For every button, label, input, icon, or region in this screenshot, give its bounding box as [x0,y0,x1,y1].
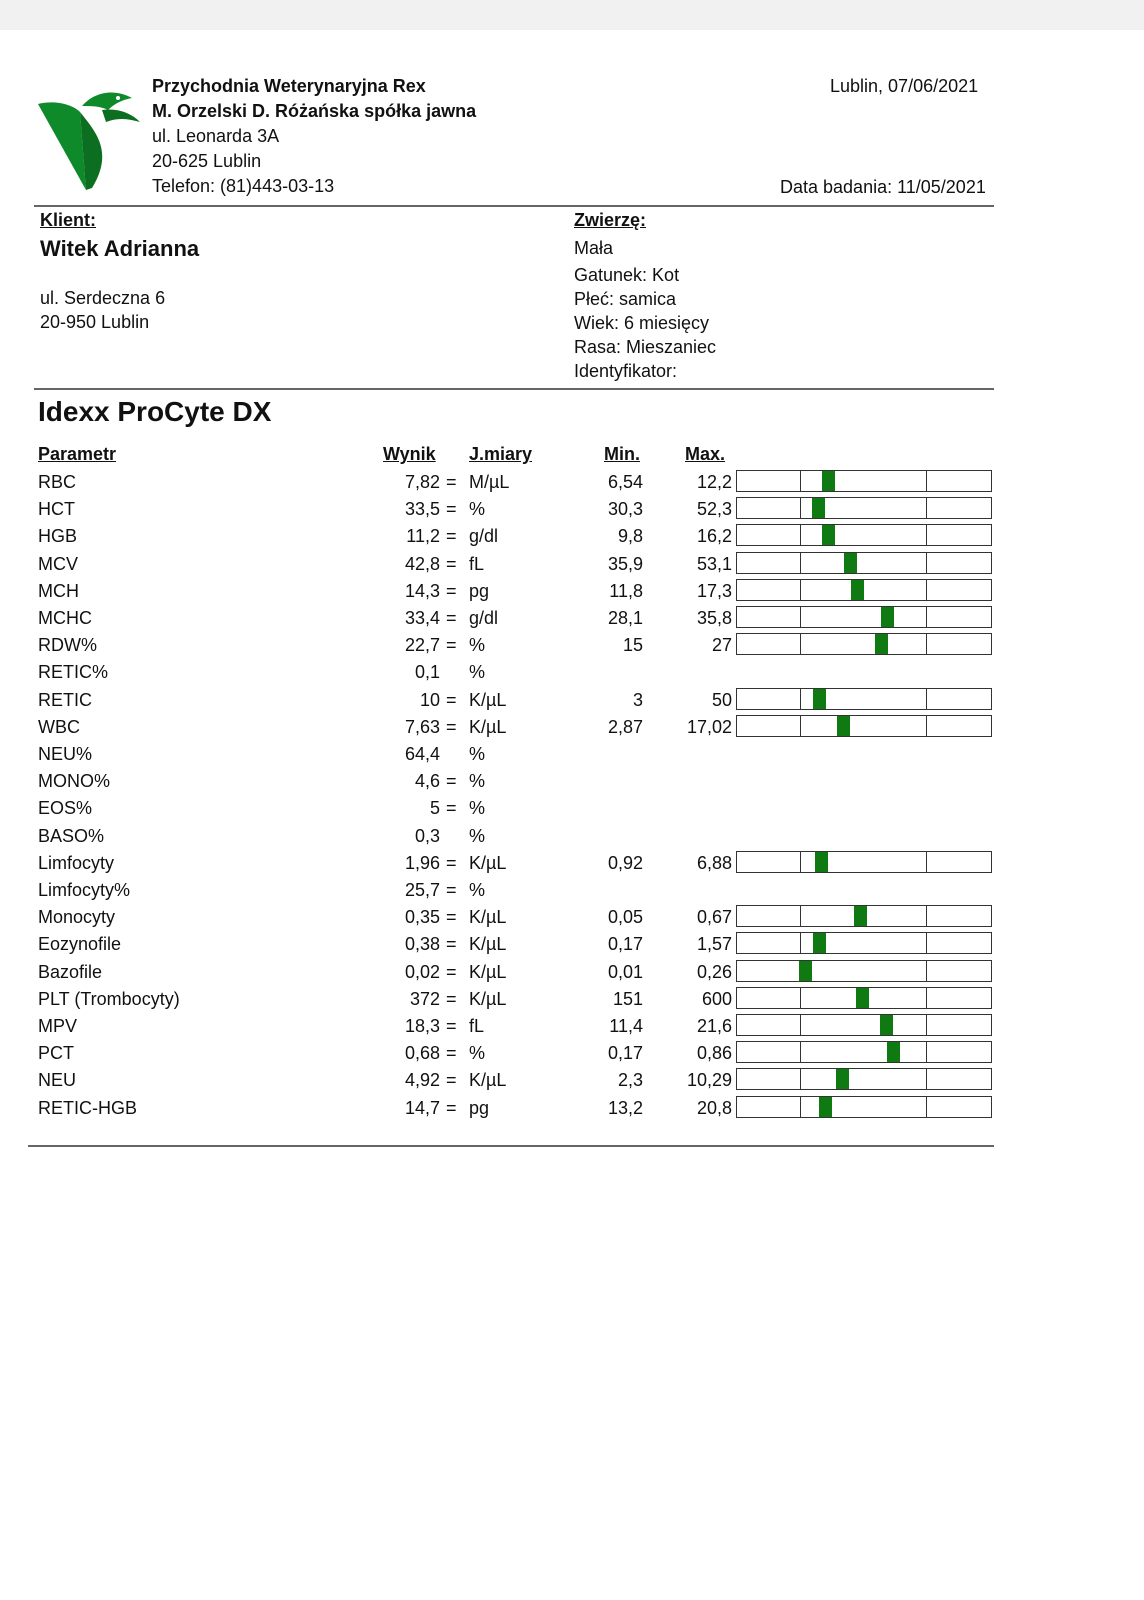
cell-param: WBC [38,717,80,737]
cell-unit: % [469,744,486,764]
cell-result: 5 [429,798,440,818]
animal-breed: Rasa: Mieszaniec [574,337,717,357]
range-bar-separator [800,988,801,1008]
cell-param: Limfocyty [38,853,115,873]
range-bar-separator [800,689,801,709]
range-marker [851,580,864,600]
cell-max: 20,8 [696,1098,732,1118]
client-city: 20-950 Lublin [40,312,150,332]
clinic-company: M. Orzelski D. Różańska spółka jawna [152,101,477,121]
range-marker [844,553,857,573]
range-bar-separator [926,933,927,953]
cell-param: RETIC [38,690,92,710]
cell-max: 0,26 [696,962,732,982]
range-bar [736,524,992,546]
range-marker [822,471,835,491]
cell-unit: K/µL [469,690,507,710]
cell-max: 52,3 [696,499,732,519]
cell-unit: K/µL [469,989,507,1009]
range-marker [875,634,888,654]
range-bar-separator [926,1097,927,1117]
cell-min: 151 [612,989,643,1009]
cell-flag: = [446,554,457,574]
exam-date: Data badania: 11/05/2021 [780,177,986,197]
client-divider [34,388,994,390]
cell-result: 0,02 [404,962,440,982]
clinic-street: ul. Leonarda 3A [152,126,280,146]
cell-param: RETIC-HGB [38,1098,137,1118]
range-bar [736,715,992,737]
cell-flag: = [446,853,457,873]
col-header-result: Wynik [383,444,436,464]
cell-result: 7,82 [404,472,440,492]
cell-result: 33,5 [404,499,440,519]
cell-max: 16,2 [696,526,732,546]
animal-heading: Zwierzę: [574,210,647,230]
range-marker [881,607,894,627]
cell-param: HCT [38,499,75,519]
cell-result: 33,4 [404,608,440,628]
clinic-phone: Telefon: (81)443-03-13 [152,176,335,196]
cell-result: 0,3 [414,826,440,846]
range-marker [813,933,826,953]
cell-flag: = [446,962,457,982]
animal-details [574,263,716,383]
cell-result: 4,92 [404,1070,440,1090]
cell-flag: = [446,989,457,1009]
cell-param: MCH [38,581,79,601]
cell-unit: fL [469,554,485,574]
range-bar-separator [800,1097,801,1117]
cell-unit: K/µL [469,934,507,954]
cell-min: 2,87 [607,717,643,737]
cell-max: 12,2 [696,472,732,492]
range-bar-separator [800,525,801,545]
cell-min: 0,01 [607,962,643,982]
range-bar-separator [926,580,927,600]
cell-unit: % [469,499,486,519]
cell-result: 0,38 [404,934,440,954]
animal-identifier: Identyfikator: [574,361,678,381]
cell-unit: K/µL [469,962,507,982]
range-bar [736,1068,992,1090]
range-marker [815,852,828,872]
client-heading: Klient: [40,210,96,230]
cell-min: 9,8 [617,526,643,546]
range-bar-separator [800,852,801,872]
range-bar [736,1041,992,1063]
cell-unit: K/µL [469,1070,507,1090]
cell-param: RETIC% [38,662,109,682]
range-marker [837,716,850,736]
clinic-info [152,74,476,199]
range-bar-separator [926,607,927,627]
cell-param: PLT (Trombocyty) [38,989,180,1009]
range-bar [736,932,992,954]
cell-unit: K/µL [469,853,507,873]
range-bar-separator [926,906,927,926]
cell-min: 0,17 [607,1043,643,1063]
cell-min: 2,3 [617,1070,643,1090]
cell-result: 42,8 [404,554,440,574]
header-divider [34,205,994,207]
cell-max: 6,88 [696,853,732,873]
cell-flag: = [446,526,457,546]
range-bar-separator [926,988,927,1008]
cell-param: RDW% [38,635,97,655]
range-marker [813,689,826,709]
range-bar-separator [926,689,927,709]
cell-max: 21,6 [696,1016,732,1036]
cell-flag: = [446,934,457,954]
cell-min: 35,9 [607,554,643,574]
cell-max: 1,57 [696,934,732,954]
cell-unit: K/µL [469,717,507,737]
cell-unit: % [469,1043,486,1063]
cell-param: HGB [38,526,78,546]
cell-min: 28,1 [607,608,643,628]
range-bar [736,470,992,492]
cell-unit: K/µL [469,907,507,927]
range-bar-separator [800,933,801,953]
range-bar [736,960,992,982]
cell-result: 25,7 [404,880,440,900]
range-bar-separator [800,1042,801,1062]
cell-result: 1,96 [404,853,440,873]
cell-min: 0,17 [607,934,643,954]
top-band [0,0,1144,30]
cell-result: 14,7 [404,1098,440,1118]
range-bar-separator [926,1015,927,1035]
cell-max: 0,86 [696,1043,732,1063]
range-bar-separator [800,498,801,518]
range-bar [736,1014,992,1036]
range-bar-separator [800,1015,801,1035]
range-bar-separator [926,634,927,654]
cell-max: 17,3 [696,581,732,601]
cell-unit: % [469,826,486,846]
cell-param: NEU [38,1070,77,1090]
range-bar [736,987,992,1009]
cell-param: MCHC [38,608,92,628]
cell-result: 11,2 [406,526,440,546]
range-bar-separator [926,852,927,872]
cell-result: 0,1 [414,662,440,682]
col-header-max: Max. [685,444,726,464]
cell-result: 14,3 [404,581,440,601]
cell-result: 4,6 [414,771,440,791]
range-bar-separator [926,553,927,573]
cell-unit: g/dl [469,526,499,546]
report-place-date: Lublin, 07/06/2021 [830,76,979,96]
cell-max: 27 [711,635,732,655]
cell-unit: M/µL [469,472,510,492]
range-marker [887,1042,900,1062]
range-bar [736,497,992,519]
cell-param: Bazofile [38,962,103,982]
cell-max: 35,8 [696,608,732,628]
cell-min: 11,8 [609,581,643,601]
range-bar-separator [926,525,927,545]
range-marker [854,906,867,926]
animal-name: Mała [574,238,614,258]
range-bar [736,688,992,710]
clinic-city: 20-625 Lublin [152,151,262,171]
cell-unit: pg [469,581,490,601]
cell-result: 0,35 [404,907,440,927]
cell-flag: = [446,771,457,791]
cell-min: 13,2 [607,1098,643,1118]
cell-unit: % [469,635,486,655]
range-bar-separator [800,471,801,491]
cell-flag: = [446,717,457,737]
cell-param: Limfocyty% [38,880,131,900]
range-bar-separator [800,634,801,654]
cell-result: 64,4 [404,744,440,764]
cell-param: BASO% [38,826,105,846]
table-bottom-divider [28,1145,994,1147]
range-bar-separator [926,498,927,518]
cell-flag: = [446,1043,457,1063]
range-marker [856,988,869,1008]
cell-unit: g/dl [469,608,499,628]
cell-flag: = [446,907,457,927]
cell-max: 17,02 [686,717,732,737]
cell-flag: = [446,635,457,655]
cell-unit: % [469,880,486,900]
cell-min: 3 [632,690,643,710]
clinic-logo-icon [36,82,142,190]
report-title: Idexx ProCyte DX [38,396,272,427]
report-page [0,30,1144,1600]
cell-flag: = [446,608,457,628]
cell-unit: % [469,798,486,818]
cell-unit: % [469,771,486,791]
cell-param: NEU% [38,744,93,764]
range-marker [812,498,825,518]
cell-param: Monocyty [38,907,116,927]
range-bar-separator [926,961,927,981]
cell-min: 11,4 [609,1016,643,1036]
cell-param: MONO% [38,771,110,791]
cell-flag: = [446,690,457,710]
cell-result: 18,3 [404,1016,440,1036]
range-marker [819,1097,832,1117]
range-bar [736,579,992,601]
cell-result: 10 [419,690,440,710]
cell-unit: % [469,662,486,682]
cell-param: MPV [38,1016,78,1036]
animal-sex: Płeć: samica [574,289,677,309]
cell-flag: = [446,581,457,601]
range-bar [736,633,992,655]
cell-min: 0,92 [607,853,643,873]
cell-flag: = [446,472,457,492]
range-bar [736,606,992,628]
cell-param: Eozynofile [38,934,122,954]
range-bar [736,905,992,927]
range-bar-separator [926,716,927,736]
cell-min: 6,54 [607,472,643,492]
cell-max: 10,29 [686,1070,732,1090]
cell-param: RBC [38,472,77,492]
range-marker [822,525,835,545]
cell-flag: = [446,1070,457,1090]
client-name: Witek Adrianna [40,236,200,261]
range-bar [736,851,992,873]
cell-max: 50 [711,690,732,710]
range-marker [799,961,812,981]
range-bar-separator [800,1069,801,1089]
cell-unit: fL [469,1016,485,1036]
client-address [40,286,165,334]
range-bar-separator [926,471,927,491]
col-header-min: Min. [604,444,640,464]
range-bar [736,1096,992,1118]
col-header-param: Parametr [38,444,117,464]
range-bar-separator [800,906,801,926]
cell-flag: = [446,1016,457,1036]
cell-unit: pg [469,1098,490,1118]
range-bar-separator [926,1069,927,1089]
cell-flag: = [446,1098,457,1118]
col-header-unit: J.miary [469,444,533,464]
client-street: ul. Serdeczna 6 [40,288,166,308]
cell-result: 372 [409,989,440,1009]
range-bar-separator [800,553,801,573]
cell-min: 15 [622,635,643,655]
cell-flag: = [446,499,457,519]
range-bar-separator [800,580,801,600]
range-bar-separator [800,716,801,736]
animal-age: Wiek: 6 miesięcy [574,313,710,333]
range-marker [836,1069,849,1089]
cell-result: 7,63 [404,717,440,737]
cell-param: PCT [38,1043,74,1063]
cell-result: 0,68 [404,1043,440,1063]
animal-species: Gatunek: Kot [574,265,680,285]
cell-param: MCV [38,554,78,574]
range-bar [736,552,992,574]
range-bar-separator [800,607,801,627]
cell-max: 600 [701,989,732,1009]
cell-flag: = [446,880,457,900]
cell-param: EOS% [38,798,93,818]
cell-max: 0,67 [696,907,732,927]
cell-min: 30,3 [607,499,643,519]
range-bar-separator [926,1042,927,1062]
cell-result: 22,7 [404,635,440,655]
cell-min: 0,05 [607,907,643,927]
cell-flag: = [446,798,457,818]
cell-max: 53,1 [696,554,732,574]
range-marker [880,1015,893,1035]
clinic-name: Przychodnia Weterynaryjna Rex [152,76,426,96]
